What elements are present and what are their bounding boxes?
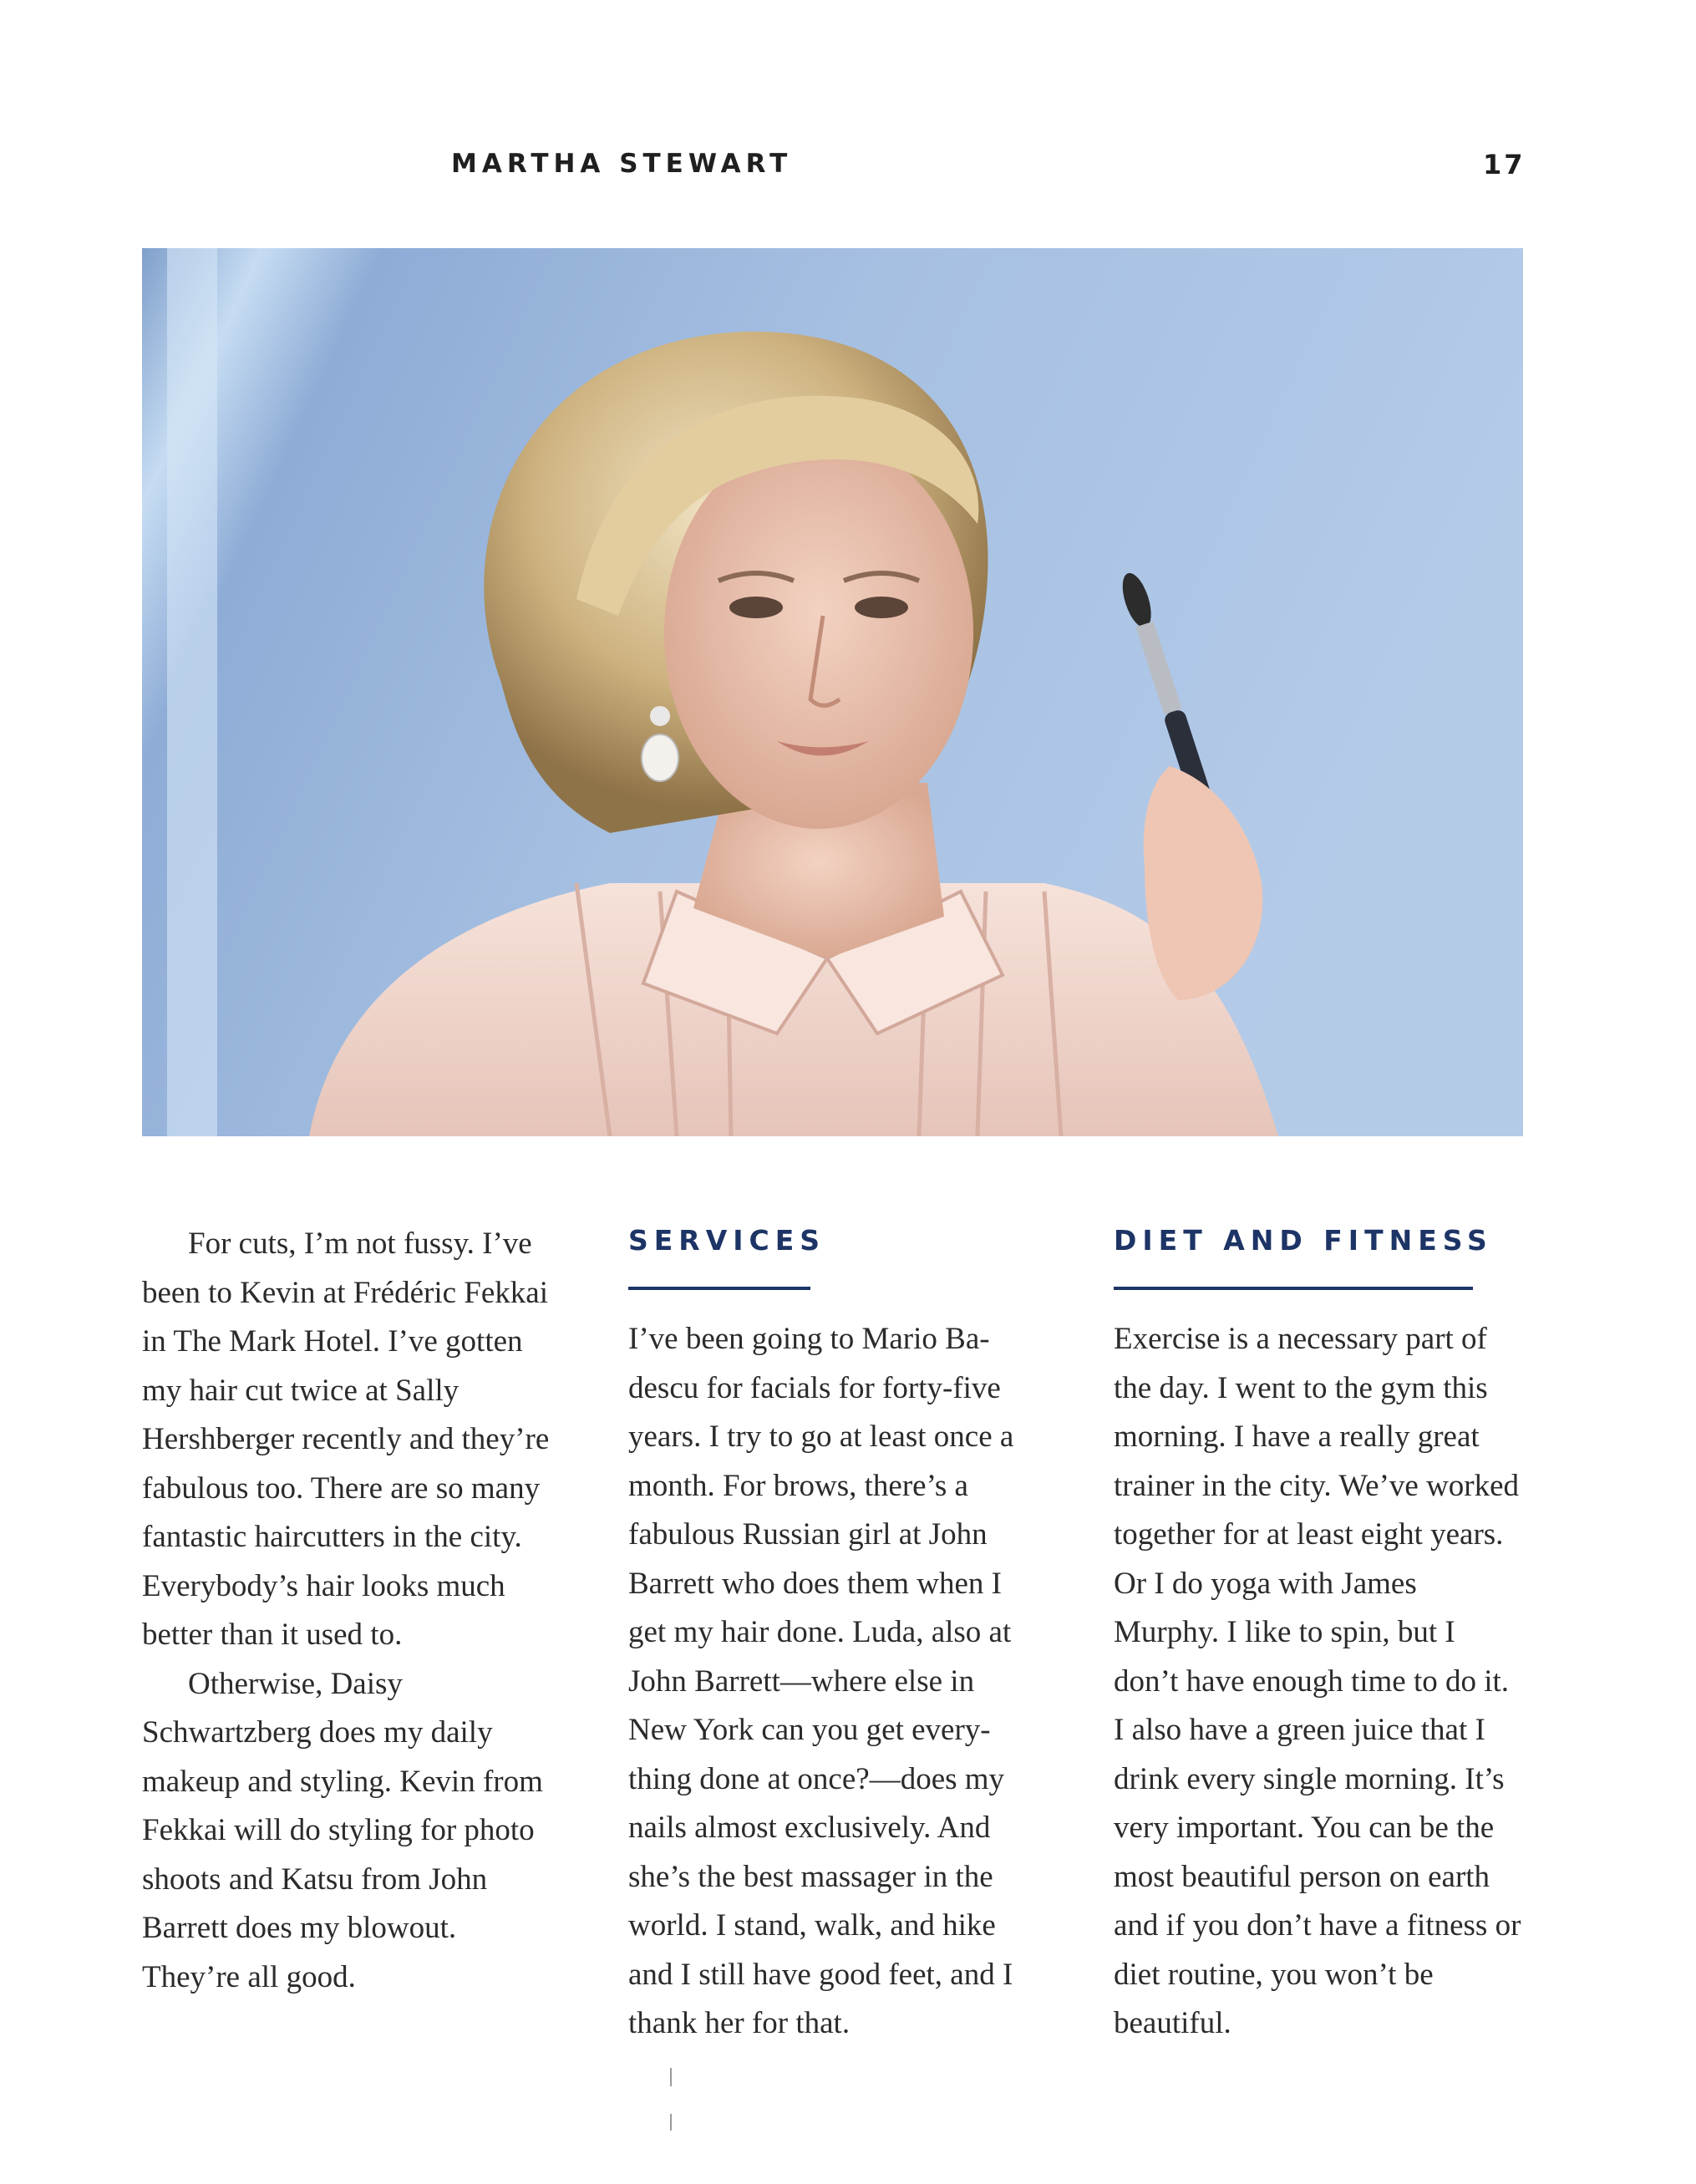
paragraph: I’ve been going to Mario Badescu for facials for forty-five years. I try to go at least once a month. For brows, there’s a fabulous Russian girl at John Barrett who does them when I get my hair done. Luda, also at John Barrett—where else in New York can you get everything done at once?—does my nails almost exclusively. And she’s the best massager in the world. I stand, walk, and hike and I still have good feet, and I thank her for that. [628,1322,1014,2040]
heading-rule [628,1287,810,1290]
body-column-1 [142,1220,560,2002]
body-column-2 [628,1220,1038,2049]
paragraph: For cuts, I’m not fussy. I’ve been to Kevin at Frédéric Fekkai in The Mark Hotel. I’ve gotten my hair cut twice at Sally Hershberger recently and they’re fabulous too. There are so many fantastic haircutters in the city. Everybody’s hair looks much better than it used to. [142,1227,550,1652]
section-heading-services: SERVICES [628,1224,826,1257]
paragraph: Exercise is a necessary part of the day. I went to the gym this morning. I have a really great trainer in the city. We’ve worked together for at least eight years. Or I do yoga with James Murphy. I like to spin, but I don’t have enough time to do it. I also have a green juice that I drink every single morning. It’s very important. You can be the most beautiful person on earth and if you don’t have a fitness or diet routine, you won’t be beautiful. [1114,1322,1521,2040]
gutter-mark [670,2068,672,2086]
page-number: 17 [1483,149,1526,180]
heading-rule [1114,1287,1473,1290]
paragraph: Otherwise, Daisy Schwartzberg does my daily makeup and styling. Kevin from Fekkai will do styling for photo shoots and Katsu from John Barrett does my blowout. They’re all good. [142,1666,543,1994]
gutter-mark [670,2114,672,2131]
section-heading-diet-and-fitness: DIET AND FITNESS [1114,1224,1493,1257]
running-head: MARTHA STEWART [451,149,793,179]
portrait-photo [142,248,1523,1136]
body-column-3 [1114,1220,1523,2049]
